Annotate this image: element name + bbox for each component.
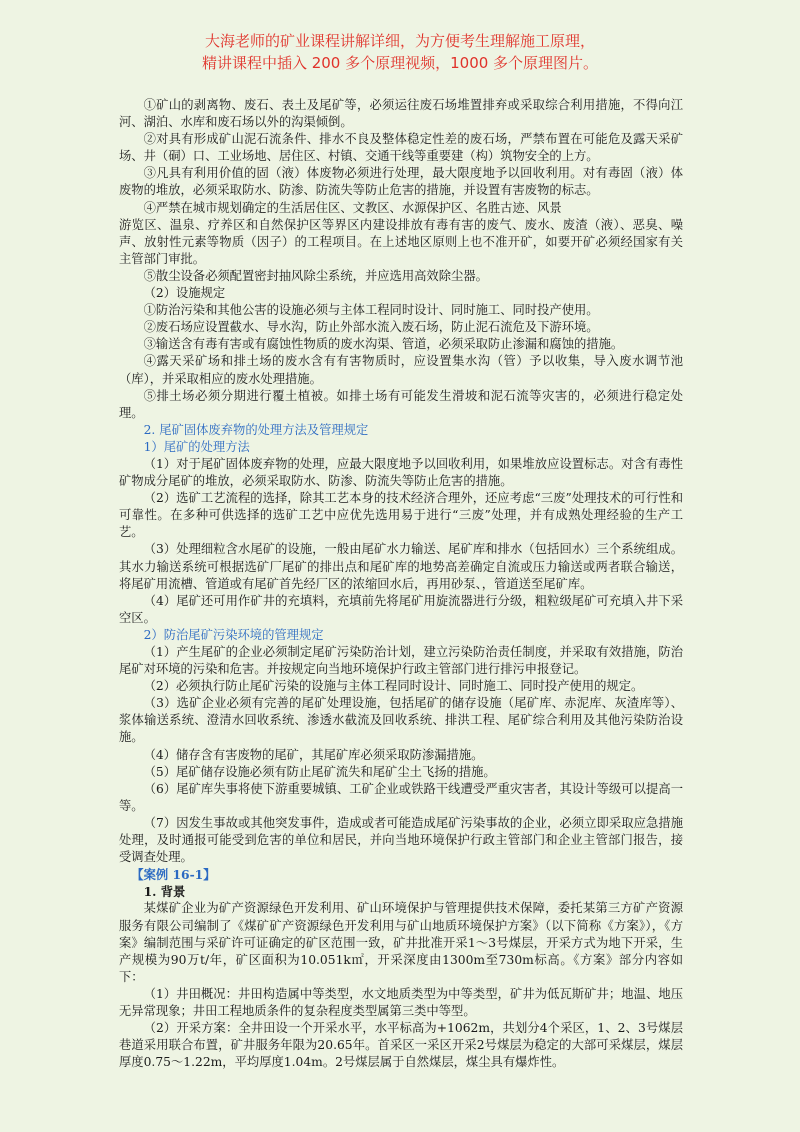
paragraph: ①矿山的剥离物、废石、表土及尾矿等，必须运往废石场堆置排弃或采取综合利用措施，不得向江河、湖泊、水库和废石场以外的沟渠倾倒。 xyxy=(119,98,683,130)
paragraph: （3）处理细粒含水尾矿的设施，一般由尾矿水力输送、尾矿库和排水（包括回水）三个系统组成。其水力输送系统可根据选矿厂尾矿的排出点和尾矿库的地势高差确定自流或压力输送或两者联合输送，将尾矿用流槽、管道或有尾矿首先经厂区的浓缩回水后，再用砂泵、，管道送至尾矿库。 xyxy=(119,542,683,591)
document-body xyxy=(119,97,683,1071)
paragraph: 2. 尾矿固体废弃物的处理方法及管理规定 xyxy=(143,422,369,437)
paragraph: 2）防治尾矿污染环境的管理规定 xyxy=(143,627,324,642)
paragraph: ③凡具有利用价值的固（液）体废物必须进行处理，最大限度地予以回收利用。对有毒固（液）体废物的堆放，必须采取防水、防渗、防流失等防止危害的措施，并设置有害废物的标志。 xyxy=(119,166,683,198)
paragraph: （5）尾矿储存设施必须有防止尾矿流失和尾矿尘土飞扬的措施。 xyxy=(143,764,496,779)
promo-banner xyxy=(0,30,800,74)
paragraph: ⑤排土场必须分期进行覆土植被。如排土场有可能发生滑坡和泥石流等灾害的，必须进行稳定处理。 xyxy=(119,388,683,420)
paragraph: （2）设施规定 xyxy=(143,286,226,301)
paragraph: 【案例 16-1】 xyxy=(131,867,216,883)
paragraph: （2）开采方案：全井田设一个开采水平，水平标高为+1062m，共划分4个采区，1、2、3号煤层巷道采用联合布置，矿井服务年限为20.65年。首采区一采区开采2号煤层为稳定的大部可采煤层，煤层厚度0.75～1.22m，平均厚度1.04m。2号煤层属于自然煤层，煤尘具有爆炸性。 xyxy=(119,1021,683,1070)
paragraph: ③输送含有毒有害或有腐蚀性物质的废水沟渠、管道，必须采取防止渗漏和腐蚀的措施。 xyxy=(143,337,624,352)
paragraph: （6）尾矿库失事将使下游重要城镇、工矿企业或铁路干线遭受严重灾害者，其设计等级可以提高一等。 xyxy=(119,781,683,813)
paragraph: ④露天采矿场和排土场的废水含有有害物质时，应设置集水沟（管）予以收集，导入废水调节池（库），并采取相应的废水处理措施。 xyxy=(119,354,683,386)
paragraph: ②废石场应设置截水、导水沟，防止外部水流入废石场，防止泥石流危及下游环境。 xyxy=(143,320,599,335)
banner-line-1: 大海老师的矿业课程讲解详细，为方便考生理解施工原理， xyxy=(204,32,595,50)
paragraph: （4）储存含有害废物的尾矿，其尾矿库必须采取防渗漏措施。 xyxy=(143,747,484,762)
paragraph: （1）对于尾矿固体废弃物的处理，应最大限度地予以回收利用，如果堆放应设置标志。对含有毒性矿物成分尾矿的堆放，必须采取防水、防渗、防流失等防止危害的措施。 xyxy=(119,456,683,489)
paragraph: （2）必须执行防止尾矿污染的设施与主体工程同时设计、同时施工、同时投产使用的规定。 xyxy=(143,679,644,694)
paragraph: ⑤散尘设备必须配置密封抽风除尘系统，并应选用高效除尘器。 xyxy=(143,268,488,283)
paragraph: ④严禁在城市规划确定的生活居住区、文教区、水源保护区、名胜古迹、风景 xyxy=(143,200,562,215)
paragraph: （4）尾矿还可用作矿井的充填料，充填前先将尾矿用旋流器进行分级，粗粒级尾矿可充填入井下采空区。 xyxy=(119,593,683,625)
paragraph: （1）井田概况：井田构造属中等类型，水文地质类型为中等类型，矿井为低瓦斯矿井；地温、地压无异常现象；井田工程地质条件的复杂程度类型属第三类中等型。 xyxy=(119,986,683,1018)
paragraph: 某煤矿企业为矿产资源绿色开发利用、矿山环境保护与管理提供技术保障，委托某第三方矿产资源服务有限公司编制了《煤矿矿产资源绿色开发利用与矿山地质环境保护方案》（以下简称《方案》），《方案》编制范围与采矿许可证确定的矿区范围一致，矿井批准开采1～3号煤层，开采方式为地下开采，生产规模为90万t/年，矿区面积为10.051k㎡，开采深度由1300m至730m标高。《方案》部分内容如下： xyxy=(119,901,683,984)
paragraph: 1）尾矿的处理方法 xyxy=(143,439,250,454)
paragraph: （3）选矿企业必须有完善的尾矿处理设施，包括尾矿的储存设施（尾矿库、赤泥库、灰渣库等）、浆体输送系统、澄清水回收系统、渗透水截流及回收系统、排洪工程、尾矿综合利用及其他污染防治设施。 xyxy=(119,696,683,745)
paragraph: 游览区、温泉、疗养区和自然保护区等界区内建设排放有毒有害的废气、废水、废渣（液）、恶臭、噪声、放射性元素等物质（因子）的工程项目。在上述地区原则上也不准开矿，如要开矿必须经国家有关主管部门审批。 xyxy=(119,217,683,266)
paragraph: ②对具有形成矿山泥石流条件、排水不良及整体稳定性差的废石场，严禁布置在可能危及露天采矿场、井（硐）口、工业场地、居住区、村镇、交通干线等重要建（构）筑物安全的上方。 xyxy=(119,132,683,164)
paragraph: （2）选矿工艺流程的选择，除其工艺本身的技术经济合理外，还应考虑“三废”处理技术的可行性和可靠性。在多种可供选择的选矿工艺中应优先选用易于进行“三废”处理，并有成熟处理经验的生产工艺。 xyxy=(119,491,683,540)
paragraph: （7）因发生事故或其他突发事件，造成或者可能造成尾矿污染事故的企业，必须立即采取应急措施处理，及时通报可能受到危害的单位和居民，并向当地环境保护行政主管部门和企业主管部门报告，接受调查处理。 xyxy=(119,815,683,865)
paragraph: 1. 背景 xyxy=(143,884,186,900)
paragraph: （1）产生尾矿的企业必须制定尾矿污染防治计划，建立污染防治责任制度，并采取有效措施，防治尾矿对环境的污染和危害。并按规定向当地环境保护行政主管部门进行排污申报登记。 xyxy=(119,645,683,677)
paragraph: ①防治污染和其他公害的设施必须与主体工程同时设计、同时施工、同时投产使用。 xyxy=(143,303,599,318)
banner-line-2: 精讲课程中插入 200 多个原理视频，1000 多个原理图片。 xyxy=(201,54,599,72)
